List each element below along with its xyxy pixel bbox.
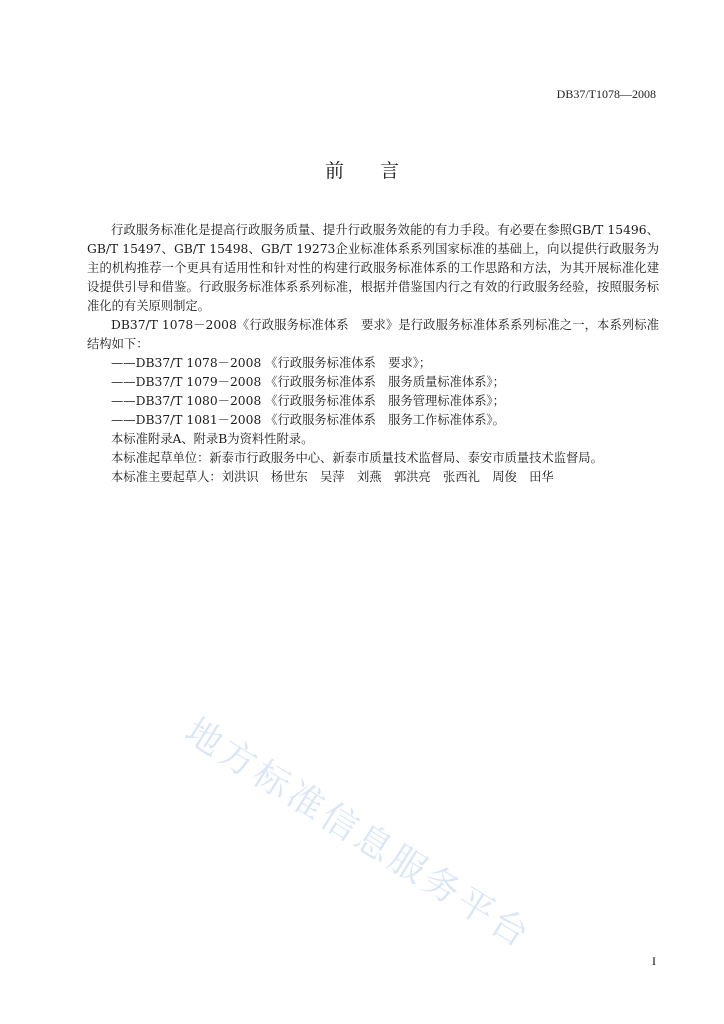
drafting-units: 本标准起草单位：新泰市行政服务中心、新泰市质量技术监督局、泰安市质量技术监督局。 [111,451,603,465]
list-item: ——DB37/T 1081－2008 《行政服务标准体系 服务工作标准体系》。 [111,413,505,427]
drafters: 本标准主要起草人：刘洪识 杨世东 吴萍 刘燕 郭洪亮 张西礼 周俊 田华 [111,470,554,484]
appendix-note: 本标准附录A、附录B为资料性附录。 [111,432,314,446]
intro-paragraph: 行政服务标准化是提高行政服务质量、提升行政服务效能的有力手段。有必要在参照GB/T 15496、GB/T 15497、GB/T 15498、GB/T 19273企业标准体系系列国家标准的基础上，向以提供行政服务为主的机构推荐一个更具有适用性和针对性的构建行政服务标准体系的工作思路和方法，为其开展标准化建设提供引导和借鉴。行政服务标准体系系列标准，根据并借鉴国内行之有效的行政服务经验，按照服务标准化的有关原则制定。 [87,223,659,313]
page-number: I [652,954,656,968]
structure-paragraph: DB37/T 1078－2008《行政服务标准体系 要求》是行政服务标准体系系列标准之一，本系列标准结构如下： [87,318,659,351]
page-title: 前言 [324,160,435,182]
list-item: ——DB37/T 1078－2008 《行政服务标准体系 要求》； [111,356,432,370]
list-item: ——DB37/T 1079－2008 《行政服务标准体系 服务质量标准体系》； [111,375,505,389]
list-item: ——DB37/T 1080－2008 《行政服务标准体系 服务管理标准体系》； [111,394,505,408]
watermark: 地方标准信息服务平台 [177,710,539,958]
document-code: DB37/T1078—2008 [556,87,656,101]
document-body [87,221,659,487]
standard-list [87,354,659,430]
